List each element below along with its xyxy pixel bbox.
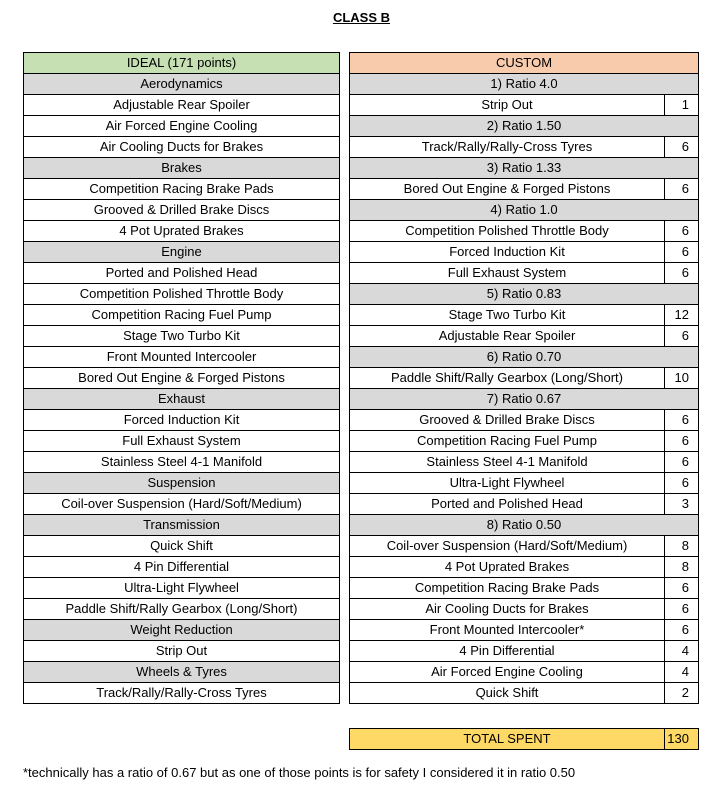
custom-ratio-cell[interactable]: 2) Ratio 1.50 [350, 116, 699, 137]
ideal-category-row [24, 620, 340, 641]
custom-item-cell[interactable]: Air Forced Engine Cooling [350, 662, 665, 683]
ideal-item-cell[interactable]: Forced Induction Kit [24, 410, 340, 431]
ideal-category-cell[interactable]: Engine [24, 242, 340, 263]
ideal-item-cell[interactable]: Competition Polished Throttle Body [24, 284, 340, 305]
custom-points-cell[interactable]: 6 [665, 599, 699, 620]
custom-points-cell[interactable]: 6 [665, 263, 699, 284]
custom-ratio-row [350, 284, 699, 305]
custom-item-cell[interactable]: Ultra-Light Flywheel [350, 473, 665, 494]
ideal-item-row [24, 599, 340, 620]
custom-item-row [350, 578, 699, 599]
custom-item-cell[interactable]: Track/Rally/Rally-Cross Tyres [350, 137, 665, 158]
custom-points-cell[interactable]: 12 [665, 305, 699, 326]
ideal-table [23, 52, 340, 704]
custom-points-cell[interactable]: 6 [665, 242, 699, 263]
total-table [349, 728, 699, 750]
custom-points-cell[interactable]: 6 [665, 326, 699, 347]
footnote: *technically has a ratio of 0.67 but as one of those points is for safety I considered it in ratio 0.50 [23, 765, 576, 780]
custom-item-cell[interactable]: Forced Induction Kit [350, 242, 665, 263]
custom-points-cell[interactable]: 6 [665, 431, 699, 452]
custom-ratio-row [350, 116, 699, 137]
ideal-category-cell[interactable]: Transmission [24, 515, 340, 536]
custom-item-cell[interactable]: Paddle Shift/Rally Gearbox (Long/Short) [350, 368, 665, 389]
ideal-category-cell[interactable]: Brakes [24, 158, 340, 179]
ideal-item-row [24, 452, 340, 473]
ideal-item-cell[interactable]: Competition Racing Brake Pads [24, 179, 340, 200]
ideal-category-row [24, 515, 340, 536]
custom-item-cell[interactable]: Full Exhaust System [350, 263, 665, 284]
ideal-item-cell[interactable]: Adjustable Rear Spoiler [24, 95, 340, 116]
ideal-category-row [24, 158, 340, 179]
custom-ratio-cell[interactable]: 5) Ratio 0.83 [350, 284, 699, 305]
custom-item-row [350, 242, 699, 263]
ideal-item-cell[interactable]: Grooved & Drilled Brake Discs [24, 200, 340, 221]
custom-item-row [350, 95, 699, 116]
ideal-item-cell[interactable]: Full Exhaust System [24, 431, 340, 452]
ideal-item-cell[interactable]: Front Mounted Intercooler [24, 347, 340, 368]
custom-item-cell[interactable]: Coil-over Suspension (Hard/Soft/Medium) [350, 536, 665, 557]
total-row [350, 729, 699, 750]
custom-header-row [350, 53, 699, 74]
custom-item-row [350, 662, 699, 683]
custom-ratio-row [350, 74, 699, 95]
ideal-item-cell[interactable]: Air Forced Engine Cooling [24, 116, 340, 137]
ideal-category-row [24, 662, 340, 683]
ideal-item-row [24, 116, 340, 137]
custom-points-cell[interactable]: 2 [665, 683, 699, 704]
ideal-item-row [24, 179, 340, 200]
custom-item-row [350, 305, 699, 326]
ideal-category-row [24, 74, 340, 95]
custom-item-row [350, 221, 699, 242]
ideal-item-row [24, 284, 340, 305]
custom-item-row [350, 263, 699, 284]
custom-points-cell[interactable]: 3 [665, 494, 699, 515]
custom-points-cell[interactable]: 8 [665, 557, 699, 578]
ideal-item-row [24, 557, 340, 578]
custom-points-cell[interactable]: 6 [665, 578, 699, 599]
custom-item-row [350, 410, 699, 431]
custom-item-cell[interactable]: Competition Racing Fuel Pump [350, 431, 665, 452]
custom-item-row [350, 641, 699, 662]
custom-item-row [350, 431, 699, 452]
ideal-item-row [24, 137, 340, 158]
custom-item-cell[interactable]: Stage Two Turbo Kit [350, 305, 665, 326]
custom-points-cell[interactable]: 4 [665, 641, 699, 662]
ideal-item-cell[interactable]: Stainless Steel 4-1 Manifold [24, 452, 340, 473]
ideal-category-cell[interactable]: Aerodynamics [24, 74, 340, 95]
custom-item-cell[interactable]: Ported and Polished Head [350, 494, 665, 515]
ideal-category-row [24, 242, 340, 263]
ideal-item-cell[interactable]: Stage Two Turbo Kit [24, 326, 340, 347]
ideal-header[interactable]: IDEAL (171 points) [24, 53, 340, 74]
custom-points-cell[interactable]: 6 [665, 179, 699, 200]
custom-ratio-cell[interactable]: 6) Ratio 0.70 [350, 347, 699, 368]
custom-item-row [350, 599, 699, 620]
ideal-category-cell[interactable]: Wheels & Tyres [24, 662, 340, 683]
ideal-item-cell[interactable]: Paddle Shift/Rally Gearbox (Long/Short) [24, 599, 340, 620]
ideal-item-cell[interactable]: Quick Shift [24, 536, 340, 557]
custom-item-row [350, 452, 699, 473]
ideal-item-row [24, 305, 340, 326]
custom-item-cell[interactable]: 4 Pin Differential [350, 641, 665, 662]
ideal-item-cell[interactable]: Bored Out Engine & Forged Pistons [24, 368, 340, 389]
ideal-item-cell[interactable]: Air Cooling Ducts for Brakes [24, 137, 340, 158]
custom-item-row [350, 536, 699, 557]
ideal-item-cell[interactable]: Ultra-Light Flywheel [24, 578, 340, 599]
custom-table [349, 52, 699, 704]
ideal-item-row [24, 221, 340, 242]
total-label[interactable]: TOTAL SPENT [350, 729, 665, 750]
custom-item-row [350, 326, 699, 347]
custom-header[interactable]: CUSTOM [350, 53, 699, 74]
ideal-category-cell[interactable]: Suspension [24, 473, 340, 494]
custom-points-cell[interactable]: 6 [665, 221, 699, 242]
ideal-category-cell[interactable]: Exhaust [24, 389, 340, 410]
ideal-item-row [24, 326, 340, 347]
ideal-item-cell[interactable]: Coil-over Suspension (Hard/Soft/Medium) [24, 494, 340, 515]
custom-item-cell[interactable]: Front Mounted Intercooler* [350, 620, 665, 641]
ideal-item-row [24, 431, 340, 452]
custom-ratio-row [350, 347, 699, 368]
custom-item-row [350, 179, 699, 200]
ideal-item-row [24, 683, 340, 704]
ideal-item-row [24, 368, 340, 389]
ideal-item-cell[interactable]: Track/Rally/Rally-Cross Tyres [24, 683, 340, 704]
custom-item-row [350, 137, 699, 158]
ideal-item-row [24, 410, 340, 431]
custom-item-cell[interactable]: Strip Out [350, 95, 665, 116]
custom-item-row [350, 368, 699, 389]
custom-item-cell[interactable]: Competition Racing Brake Pads [350, 578, 665, 599]
custom-item-cell[interactable]: Adjustable Rear Spoiler [350, 326, 665, 347]
custom-item-row [350, 620, 699, 641]
ideal-item-cell[interactable]: 4 Pin Differential [24, 557, 340, 578]
custom-item-cell[interactable]: 4 Pot Uprated Brakes [350, 557, 665, 578]
ideal-category-row [24, 473, 340, 494]
ideal-item-row [24, 494, 340, 515]
custom-item-cell[interactable]: Air Cooling Ducts for Brakes [350, 599, 665, 620]
custom-item-row [350, 683, 699, 704]
ideal-header-row [24, 53, 340, 74]
ideal-item-row [24, 536, 340, 557]
custom-points-cell[interactable]: 10 [665, 368, 699, 389]
custom-ratio-row [350, 515, 699, 536]
custom-item-cell[interactable]: Quick Shift [350, 683, 665, 704]
custom-ratio-cell[interactable]: 4) Ratio 1.0 [350, 200, 699, 221]
custom-item-row [350, 494, 699, 515]
custom-item-row [350, 557, 699, 578]
ideal-item-row [24, 200, 340, 221]
custom-points-cell[interactable]: 6 [665, 137, 699, 158]
custom-points-cell[interactable]: 8 [665, 536, 699, 557]
ideal-item-row [24, 641, 340, 662]
custom-ratio-cell[interactable]: 3) Ratio 1.33 [350, 158, 699, 179]
custom-ratio-cell[interactable]: 7) Ratio 0.67 [350, 389, 699, 410]
sheet-title: CLASS B [332, 10, 391, 25]
custom-points-cell[interactable]: 6 [665, 473, 699, 494]
custom-item-row [350, 473, 699, 494]
ideal-item-cell[interactable]: Ported and Polished Head [24, 263, 340, 284]
custom-item-cell[interactable]: Stainless Steel 4-1 Manifold [350, 452, 665, 473]
custom-points-cell[interactable]: 4 [665, 662, 699, 683]
custom-item-cell[interactable]: Grooved & Drilled Brake Discs [350, 410, 665, 431]
ideal-item-row [24, 578, 340, 599]
custom-points-cell[interactable]: 1 [665, 95, 699, 116]
custom-item-cell[interactable]: Competition Polished Throttle Body [350, 221, 665, 242]
custom-ratio-cell[interactable]: 8) Ratio 0.50 [350, 515, 699, 536]
ideal-item-row [24, 347, 340, 368]
ideal-item-cell[interactable]: 4 Pot Uprated Brakes [24, 221, 340, 242]
custom-ratio-row [350, 200, 699, 221]
custom-points-cell[interactable]: 6 [665, 452, 699, 473]
ideal-item-cell[interactable]: Strip Out [24, 641, 340, 662]
custom-points-cell[interactable]: 6 [665, 620, 699, 641]
ideal-item-row [24, 95, 340, 116]
ideal-category-row [24, 389, 340, 410]
custom-ratio-row [350, 389, 699, 410]
ideal-category-cell[interactable]: Weight Reduction [24, 620, 340, 641]
custom-item-cell[interactable]: Bored Out Engine & Forged Pistons [350, 179, 665, 200]
ideal-item-row [24, 263, 340, 284]
custom-ratio-row [350, 158, 699, 179]
ideal-item-cell[interactable]: Competition Racing Fuel Pump [24, 305, 340, 326]
custom-ratio-cell[interactable]: 1) Ratio 4.0 [350, 74, 699, 95]
total-value[interactable]: 130 [665, 729, 699, 750]
custom-points-cell[interactable]: 6 [665, 410, 699, 431]
